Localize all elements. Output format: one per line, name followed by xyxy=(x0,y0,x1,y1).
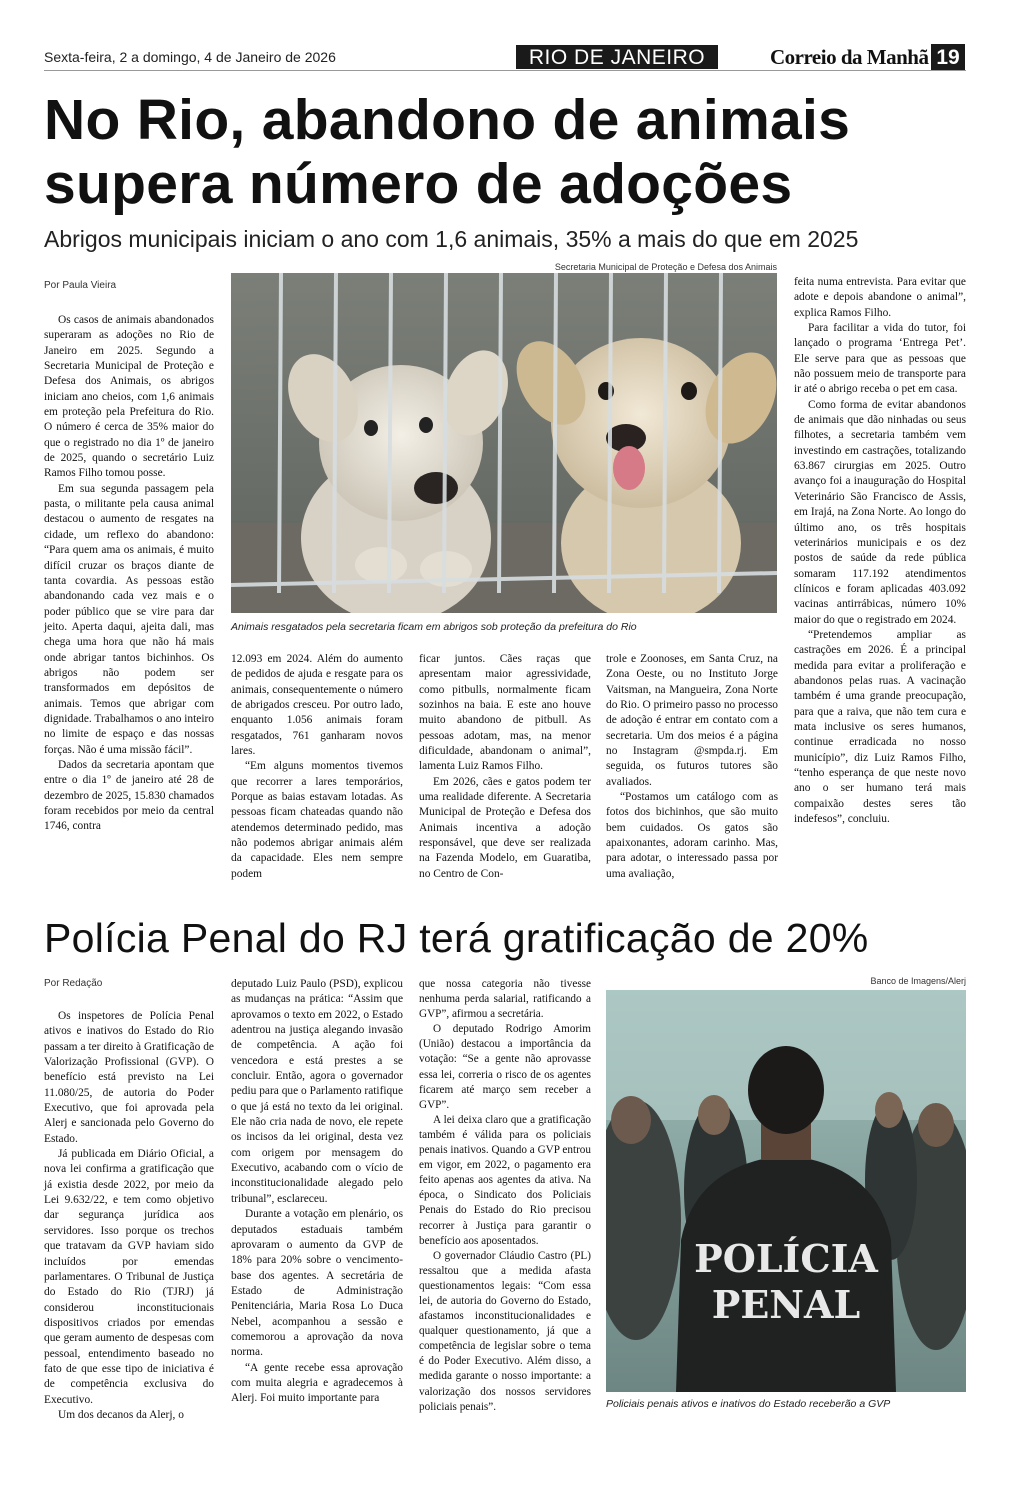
paragraph: Já publicada em Diário Oficial, a nova lei confirma a gratificação que já existia desde 2022, por meio da Lei 9.632/22, e tem como objetivo dar segurança jurídica aos servidores. Isso porque os trechos que tratavam da GVP haviam sido incluídos por emendas parlamentares. O Tribunal de Justiça do Estado do Rio (TJRJ) já considerou inconstitucionais dispositivos criados por emendas que geram aumento de despesas com pessoal, entendimento baseado no fato de que esse tipo de iniciativa é de competência exclusiva do Executivo. xyxy=(44,1148,214,1406)
paragraph: “A gente recebe essa aprovação com muita alegria e agradecemos à Alerj. Foi muito importante para xyxy=(231,1361,403,1405)
paragraph: Para facilitar a vida do tutor, foi lançado o programa ‘Entrega Pet’. Ele serve para que as pessoas que não possuem meio de transporte para ir até o abrigo receba o pet em casa. xyxy=(794,322,966,396)
article1-byline: Por Paula Vieira xyxy=(44,280,117,291)
issue-date: Sexta-feira, 2 a domingo, 4 de Janeiro de 2026 xyxy=(44,49,336,65)
paragraph: 12.093 em 2024. Além do aumento de pedidos de ajuda e resgate para os animais, consequentemente o número de abrigados cresceu. Por outro lado, enquanto 1.056 animais foram resgatados, 761 ganharam novos lares. xyxy=(231,653,403,758)
header-rule xyxy=(44,70,966,71)
article1-headline: No Rio, abandono de animais supera número de adoções xyxy=(44,88,851,216)
paragraph: deputado Luiz Paulo (PSD), explicou as mudanças na prática: “Assim que aprovamos o texto em 2022, o Estado adentrou na justiça alegando invasão de competência. A ação foi vencedora e está prestes a se concluir. Então, agora o governador pediu para que o Parlamento ratifique o que já está no texto da lei original. Ele não cria nada de novo, ele repete os incisos da lei original, desta vez com origem por mensagem do Executivo, acabando com o vício de inconstitucionalidade alegado pelo tribunal”, esclareceu. xyxy=(231,978,403,1205)
article2-column-2 xyxy=(231,977,403,1407)
article2-column-1 xyxy=(44,1009,214,1423)
paragraph: ficar juntos. Cães raças que apresentam maior agressividade, como pitbulls, normalmente ficam sozinhos na baia. E este ano houve muito abandono de pitbull. As pessoas adotam, mas, na menor dificuldade, abandonam o animal”, lamenta Luiz Ramos Filho. xyxy=(419,653,591,773)
paragraph: Durante a votação em plenário, os deputados estaduais também aprovaram o aumento da GVP de 18% para 20% sobre o vencimento-base dos agentes. A secretária de Estado de Administração Penitenciária, Maria Rosa Lo Duca Nebel, acompanhou a sessão e comemorou a aprovação da nova norma. xyxy=(231,1208,403,1359)
section-label: RIO DE JANEIRO xyxy=(516,45,718,69)
article2-column-3 xyxy=(419,977,591,1415)
police-photo xyxy=(606,990,966,1392)
paragraph: Dados da secretaria apontam que entre o dia 1º de janeiro até 28 de dezembro de 2025, 15.830 chamados foram recebidos por meio da central 1746, contra xyxy=(44,758,214,833)
paragraph: Como forma de evitar abandonos de animais que dão ninhadas ou seus filhotes, a secretaria também vem investindo em castrações, totalizando 63.867 cirurgias em 2025. Outro avanço foi a inauguração do Hospital Veterinário São Francisco de Assis, em Irajá, na Zona Norte. Ao longo do último ano, os três hospitais veterinários municipais e os dez postos de saúde da rede pública somaram 117.192 atendimentos clínicos e foram aplicadas 403.092 vacinas antirrábicas, número 10% maior do que o registrado em 2024. xyxy=(794,398,966,626)
paragraph: “Em alguns momentos tivemos que recorrer a lares temporários, Porque as baias estavam lotadas. As pessoas ficam chateadas quando não atendemos determinado pedido, mas não podemos abrigar animais além da capacidade. Eles nem sempre podem xyxy=(231,760,403,880)
puppies-illustration xyxy=(231,273,777,613)
article1-photo-caption: Animais resgatados pela secretaria ficam em abrigos sob proteção da prefeitura do Rio xyxy=(231,621,637,633)
article1-column-4 xyxy=(606,652,778,882)
paragraph: que nossa categoria não tivesse nenhuma perda salarial, ratificando a GVP”, afirmou a secretária. xyxy=(419,978,591,1021)
paragraph: Os casos de animais abandonados superaram as adoções no Rio de Janeiro em 2025. Segundo a Secretaria Municipal de Proteção e Defesa dos Animais, os abrigos iniciam ano cheios, com 1,6 animais em proteção pela Prefeitura do Rio. O número é cerca de 35% maior do que o registrado no dia 1º de janeiro de 2025, quando o secretário Luiz Ramos Filho tomou posse. xyxy=(44,314,214,480)
article2-byline: Por Redação xyxy=(44,978,103,989)
police-illustration xyxy=(606,990,966,1392)
newspaper-name: Correio da Manhã xyxy=(770,45,929,69)
article2-headline: Polícia Penal do RJ terá gratificação de 20% xyxy=(44,915,869,961)
paragraph: “Postamos um catálogo com as fotos dos bichinhos, que são muito bem cuidados. Os gatos são apaixonantes, adoram carinho. Mas, para adotar, o interessado passa por uma avaliação, xyxy=(606,791,778,880)
article1-column-1 xyxy=(44,313,214,835)
article1-subheadline: Abrigos municipais iniciam o ano com 1,6 animais, 35% a mais do que em 2025 xyxy=(44,226,859,252)
article2-photo-credit: Banco de Imagens/Alerj xyxy=(870,976,966,986)
puppies-photo xyxy=(231,273,777,613)
article1-column-2 xyxy=(231,652,403,882)
paragraph: Os inspetores de Polícia Penal ativos e inativos do Estado do Rio passam a ter direito à Gratificação de Valorização Profissional (GVP). O benefício está previsto na Lei 11.080/25, de autoria do Poder Executivo, que foi aprovada pela Alerj e sancionada pelo Governo do Estado. xyxy=(44,1010,214,1145)
paragraph: O governador Cláudio Castro (PL) ressaltou que a medida afasta questionamentos legais: “Com essa lei, de autoria do Governo do Estado, afastamos inconstitucionalidades e qualquer questionamento, já que a competência de legislar sobre o tema é do Poder Executivo. Além disso, a medida garante o nosso importante: a valorização dos nossos servidores policiais penais”. xyxy=(419,1249,591,1413)
article1-photo-credit: Secretaria Municipal de Proteção e Defesa dos Animais xyxy=(554,262,777,272)
vest-text-1: POLÍCIA xyxy=(694,1236,878,1281)
article1-column-3 xyxy=(419,652,591,882)
paragraph: Um dos decanos da Alerj, o xyxy=(58,1408,184,1421)
article1-column-5 xyxy=(794,275,966,827)
paragraph: “Pretendemos ampliar as castrações em 2026. É a principal medida para evitar a proliferação e abandonos pelas ruas. A vacinação também é uma grande preocupação, para que a raiva, que não tem cura e mata inclusive os seres humanos, continue erradicada no nosso município”, diz Luiz Ramos Filho, “tenho esperança de que neste novo ano o ser humano terá mais compaixão destes seres tão indefesos”, concluiu. xyxy=(794,628,966,826)
paragraph: O deputado Rodrigo Amorim (União) destacou a importância da votação: “Se a gente não aprovasse essa lei, correria o risco de os agentes ficarem até março sem receber a GVP”. xyxy=(419,1023,591,1111)
paragraph: Em sua segunda passagem pela pasta, o militante pela causa animal destacou o aumento de resgates na cidade, um reflexo do abandono: “Para quem ama os animais, é muito difícil cruzar os braços diante de tanta covardia. As pessoas estão abandonando cada vez mais e o poder público que se vire para dar jeito. Aperta daqui, ajeita dali, mas chega uma hora que não há mais onde abrigar tantos bichinhos. Os abrigos não podem ser transformados em depósitos de animais. Temos que abrigar com dignidade. Trabalhamos o ano inteiro no limite de espaço e das nossas forças. Não é uma missão fácil”. xyxy=(44,482,214,756)
page-number: 19 xyxy=(931,44,965,71)
paragraph: A lei deixa claro que a gratificação também é válida para os policiais penais inativos. Quando a GVP entrou em vigor, em 2022, o pagamento era feito apenas aos agentes da ativa. Na época, o Sindicato dos Policiais Penais do Estado do Rio precisou recorrer à Justiça para garantir o benefício aos aposentados. xyxy=(419,1113,591,1247)
vest-text-2: PENAL xyxy=(711,1282,861,1327)
article2-photo-caption: Policiais penais ativos e inativos do Estado receberão a GVP xyxy=(606,1398,891,1410)
paragraph: trole e Zoonoses, em Santa Cruz, na Zona Oeste, ou no Instituto Jorge Vaitsman, na Mangueira, Zona Norte do Rio. O primeiro passo no processo de adoção é entrar em contato com a secretaria. Um dos meios é a página no Instagram @smpda.rj. Em seguida, os futuros tutores são avaliados. xyxy=(606,653,778,788)
paragraph: Em 2026, cães e gatos podem ter uma realidade diferente. A Secretaria Municipal de Proteção e Defesa dos Animais incentiva a adoção responsável, que deve ser realizada na Fazenda Modelo, em Guaratiba, no Centro de Con- xyxy=(419,775,591,880)
paragraph: feita numa entrevista. Para evitar que adote e depois abandone o animal”, explica Ramos Filho. xyxy=(794,276,966,319)
